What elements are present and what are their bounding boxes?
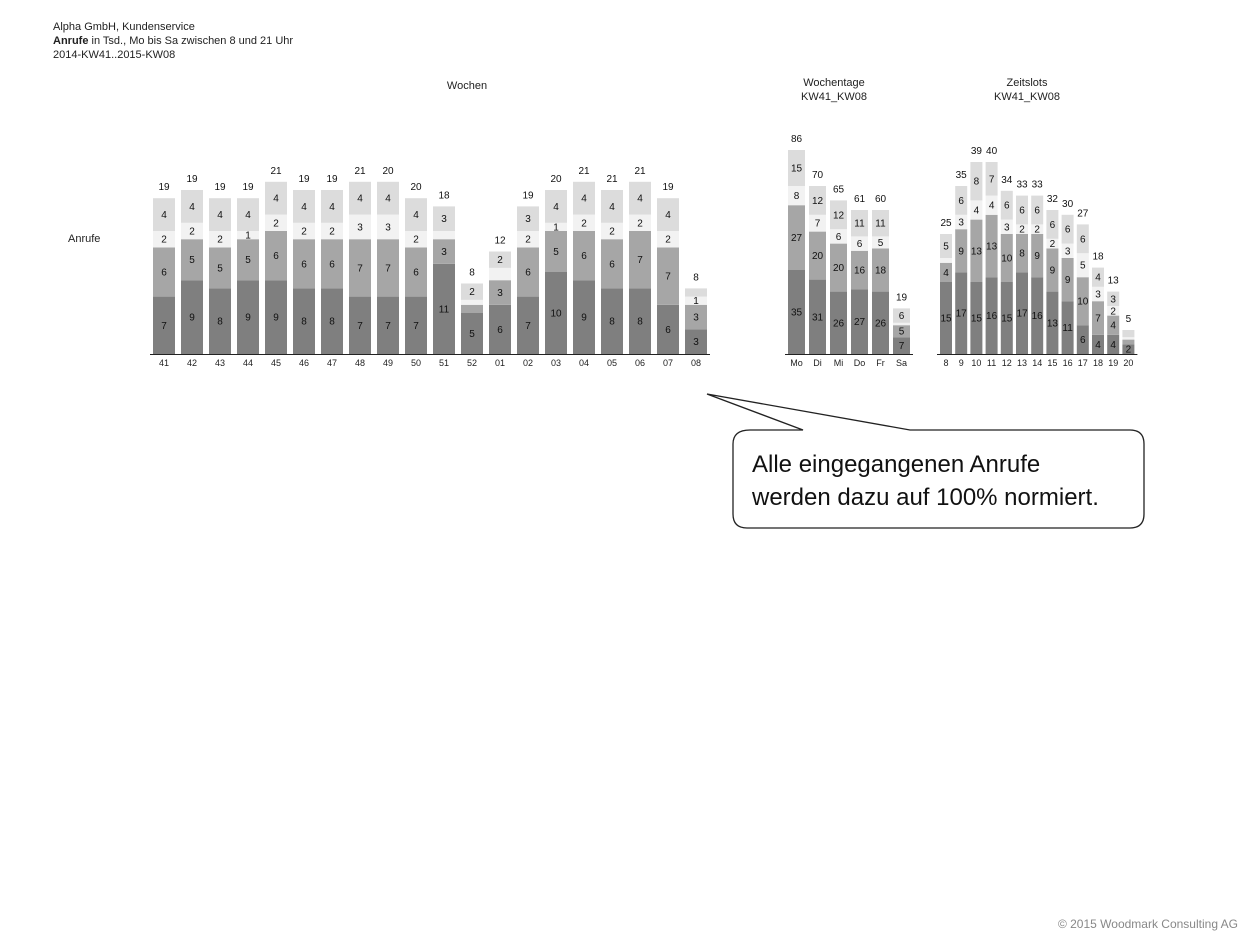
weekdays-seg-label: 6 [835, 231, 842, 243]
weeks-seg-label: 1 [693, 296, 699, 308]
weekdays-total-label: 60 [874, 194, 887, 205]
slots-seg-label: 2 [1049, 239, 1056, 251]
weeks-seg-label: 8 [329, 316, 335, 328]
slots-total-label: 35 [955, 170, 967, 181]
weeks-seg-label: 6 [525, 267, 531, 279]
weeks-total-label: 12 [494, 235, 506, 247]
weeks-total-label: 18 [438, 190, 450, 202]
weeks-seg-label: 4 [329, 201, 335, 213]
weeks-total-label: 19 [298, 174, 310, 185]
slots-total-label: 27 [1077, 208, 1089, 220]
weeks-seg-label: 2 [497, 255, 503, 267]
weeks-chart [150, 166, 710, 368]
weeks-tick-label: 08 [690, 358, 702, 368]
slots-seg-label: 3 [1004, 222, 1010, 234]
slots-seg-label: 9 [1064, 275, 1071, 287]
row-label: Anrufe [68, 233, 101, 245]
slots-total-label: 5 [1125, 314, 1132, 325]
weeks-seg-label: 3 [525, 214, 531, 226]
weeks-seg-label: 8 [637, 316, 643, 328]
weekdays-seg-label: 6 [856, 239, 863, 251]
weeks-seg-label: 6 [497, 324, 503, 336]
slots-total-label: 18 [1092, 251, 1104, 263]
weekdays-seg-label: 11 [854, 218, 865, 230]
slots-tick-label: 10 [971, 358, 982, 368]
weeks-tick-label: 47 [326, 358, 338, 368]
slots-seg-label: 9 [1049, 265, 1056, 277]
weekdays-seg-label: 20 [832, 263, 845, 275]
weekdays-chart [785, 134, 913, 368]
weekdays-seg-label: 12 [832, 210, 845, 222]
callout-line2: werden dazu auf 100% normiert. [752, 484, 1099, 511]
slots-seg-label: 4 [973, 205, 980, 217]
weeks-tick-label: 01 [494, 358, 506, 368]
weekdays-seg-label: 18 [874, 265, 887, 277]
slots-tick-label: 17 [1077, 358, 1088, 368]
slots-seg-label: 6 [1004, 200, 1010, 212]
weeks-tick-label: 50 [410, 358, 422, 368]
weeks-seg-label: 2 [329, 226, 335, 238]
slots-seg-label: 15 [1001, 313, 1013, 325]
weeks-seg-label: 2 [665, 234, 671, 246]
weeks-seg-label: 10 [550, 308, 562, 320]
weeks-tick-label: 46 [298, 358, 310, 368]
weekdays-bar-seg3 [893, 323, 910, 325]
slots-seg-label: 17 [1016, 308, 1028, 320]
weeks-total-label: 20 [410, 182, 422, 194]
weeks-seg-label: 2 [525, 234, 531, 246]
weeks-seg-label: 4 [273, 193, 279, 205]
weeks-seg-label: 4 [189, 201, 195, 213]
weeks-total-label: 19 [242, 182, 254, 194]
slots-chart [937, 146, 1137, 368]
weeks-seg-label: 3 [441, 214, 447, 226]
weeks-tick-label: 06 [634, 358, 646, 368]
slots-seg-label: 4 [1110, 339, 1116, 351]
weeks-seg-label: 6 [609, 259, 615, 271]
slots-bar-seg3 [1122, 337, 1134, 339]
slots-title-line2: KW41_KW08 [993, 91, 1061, 103]
slots-tick-label: 16 [1062, 358, 1073, 368]
weeks-seg-label: 6 [301, 259, 307, 271]
weeks-tick-label: 07 [662, 358, 674, 368]
weeks-title: Wochen [446, 80, 488, 92]
slots-seg-label: 16 [986, 311, 998, 323]
weeks-seg-label: 6 [581, 251, 587, 263]
slots-bar-seg4 [1122, 330, 1134, 337]
weeks-total-label: 19 [214, 182, 226, 194]
weeks-seg-label: 2 [273, 218, 279, 230]
slots-seg-label: 5 [1080, 260, 1086, 272]
weeks-tick-label: 52 [466, 358, 478, 368]
slots-total-label: 32 [1046, 194, 1058, 205]
slots-seg-label: 11 [1062, 323, 1073, 335]
weeks-total-label: 21 [354, 165, 366, 177]
slots-seg-label: 2 [1034, 224, 1040, 236]
slots-tick-label: 20 [1123, 358, 1134, 368]
weekdays-seg-label: 5 [877, 237, 884, 249]
slots-seg-label: 3 [958, 217, 964, 229]
weekdays-total-label: 86 [790, 134, 803, 145]
weeks-bar-seg3 [433, 231, 455, 239]
weeks-seg-label: 2 [469, 287, 475, 299]
slots-total-label: 33 [1031, 179, 1043, 191]
slots-seg-label: 6 [1080, 234, 1086, 246]
slots-seg-label: 3 [1064, 246, 1071, 258]
slots-seg-label: 7 [1095, 313, 1101, 325]
weeks-seg-label: 7 [413, 320, 419, 332]
slots-seg-label: 4 [1110, 320, 1116, 332]
weekdays-seg-label: 16 [853, 265, 866, 277]
weeks-seg-label: 6 [161, 267, 167, 279]
weeks-seg-label: 4 [581, 193, 587, 205]
weekdays-tick-label: Mo [790, 358, 803, 368]
weeks-total-label: 21 [634, 165, 646, 177]
weeks-total-label: 19 [326, 174, 338, 185]
slots-tick-label: 19 [1108, 358, 1119, 368]
weeks-tick-label: 03 [550, 358, 562, 368]
weeks-seg-label: 3 [693, 337, 699, 349]
weeks-seg-label: 4 [161, 210, 167, 222]
slots-seg-label: 6 [1019, 205, 1025, 217]
slots-seg-label: 5 [943, 241, 949, 253]
weekdays-seg-label: 6 [898, 311, 905, 323]
slots-seg-label: 3 [1110, 294, 1116, 306]
weekdays-seg-label: 26 [832, 318, 845, 330]
weeks-seg-label: 7 [357, 320, 363, 332]
weeks-seg-label: 4 [413, 210, 419, 222]
slots-seg-label: 2 [1110, 306, 1116, 318]
weeks-seg-label: 6 [665, 324, 671, 336]
weekdays-seg-label: 27 [853, 317, 866, 329]
weekdays-seg-label: 31 [811, 312, 824, 324]
slots-total-label: 33 [1016, 179, 1028, 191]
slots-seg-label: 4 [943, 267, 949, 279]
weeks-seg-label: 11 [438, 304, 450, 316]
weeks-total-label: 19 [522, 190, 534, 202]
weeks-seg-label: 2 [217, 234, 223, 246]
weeks-seg-label: 2 [161, 234, 167, 246]
slots-tick-label: 11 [986, 358, 997, 368]
copyright-footer: © 2015 Woodmark Consulting AG [1057, 917, 1238, 931]
weeks-bar-seg3 [489, 268, 511, 280]
slots-seg-label: 8 [1019, 248, 1025, 260]
callout-text [752, 448, 1142, 514]
weeks-seg-label: 2 [413, 234, 419, 246]
slots-total-label: 39 [970, 146, 982, 157]
weeks-seg-label: 2 [609, 226, 615, 238]
weeks-seg-label: 4 [301, 201, 307, 213]
weeks-total-label: 19 [158, 182, 170, 194]
weekdays-seg-label: 35 [790, 307, 803, 319]
weeks-seg-label: 8 [609, 316, 615, 328]
weeks-tick-label: 51 [438, 358, 450, 368]
slots-seg-label: 13 [1046, 318, 1058, 330]
slots-seg-label: 16 [1031, 311, 1043, 323]
weeks-tick-label: 41 [158, 358, 170, 368]
weeks-seg-label: 7 [525, 320, 531, 332]
weeks-seg-label: 4 [609, 201, 615, 213]
weeks-total-label: 20 [382, 165, 394, 177]
weeks-total-label: 20 [550, 174, 562, 185]
weeks-bar-seg4 [685, 288, 707, 296]
weekdays-tick-label: Do [853, 358, 866, 368]
slots-seg-label: 9 [958, 246, 964, 258]
weeks-bar-seg2 [461, 305, 483, 313]
slots-bar-seg2 [1122, 340, 1134, 345]
slots-seg-label: 10 [1001, 253, 1013, 265]
slots-seg-label: 4 [1095, 272, 1101, 284]
weeks-seg-label: 6 [273, 251, 279, 263]
weeks-seg-label: 2 [581, 218, 587, 230]
weeks-seg-label: 3 [693, 312, 699, 324]
weeks-seg-label: 5 [553, 247, 559, 258]
weeks-seg-label: 2 [301, 226, 307, 238]
subtitle-rest: in Tsd., Mo bis Sa zwischen 8 und 21 Uhr [88, 35, 294, 47]
slots-tick-label: 14 [1032, 358, 1043, 368]
slots-seg-label: 4 [1095, 339, 1101, 351]
weeks-tick-label: 45 [270, 358, 282, 368]
weeks-seg-label: 4 [357, 193, 363, 205]
company-line: Alpha GmbH, Kundenservice [53, 21, 195, 33]
weeks-tick-label: 05 [606, 358, 618, 368]
weeks-seg-label: 4 [385, 193, 391, 205]
weeks-seg-label: 8 [301, 316, 307, 328]
weeks-total-label: 21 [606, 174, 618, 185]
weeks-seg-label: 5 [245, 255, 251, 267]
slots-seg-label: 2 [1019, 224, 1025, 236]
weekdays-total-label: 19 [895, 292, 908, 304]
slots-seg-label: 2 [1125, 344, 1132, 356]
weekdays-seg-label: 15 [790, 163, 803, 175]
weeks-total-label: 19 [186, 174, 198, 185]
weekdays-seg-label: 12 [811, 195, 824, 207]
weeks-total-label: 19 [662, 182, 674, 194]
slots-total-label: 13 [1107, 275, 1119, 287]
weeks-seg-label: 4 [245, 210, 251, 222]
slots-total-label: 34 [1001, 174, 1013, 186]
weeks-seg-label: 8 [217, 316, 223, 328]
weekdays-tick-label: Fr [876, 358, 885, 368]
callout-line1: Alle eingegangenen Anrufe [752, 451, 1041, 478]
slots-seg-label: 4 [988, 200, 995, 212]
weeks-seg-label: 6 [329, 259, 335, 271]
weekdays-seg-label: 8 [793, 191, 800, 203]
slots-seg-label: 15 [970, 313, 982, 325]
weekdays-seg-label: 7 [898, 341, 905, 353]
weekdays-title-line2: KW41_KW08 [800, 91, 868, 103]
weekdays-tick-label: Sa [895, 358, 908, 368]
weeks-seg-label: 7 [357, 263, 363, 275]
weeks-total-label: 8 [469, 267, 475, 279]
slots-tick-label: 12 [1001, 358, 1012, 368]
weekdays-seg-label: 7 [814, 218, 821, 230]
weeks-tick-label: 49 [382, 358, 394, 368]
weeks-seg-label: 5 [469, 329, 475, 340]
weekdays-seg-label: 26 [874, 318, 887, 330]
slots-title-line1: Zeitslots [1006, 77, 1048, 89]
slots-seg-label: 13 [986, 241, 998, 253]
weeks-tick-label: 48 [354, 358, 366, 368]
period-line: 2014-KW41..2015-KW08 [53, 49, 176, 61]
weeks-seg-label: 1 [245, 230, 251, 242]
slots-seg-label: 10 [1077, 296, 1089, 308]
slots-total-label: 25 [940, 218, 952, 229]
weeks-seg-label: 4 [637, 193, 643, 205]
weeks-tick-label: 42 [186, 358, 198, 368]
weeks-total-label: 21 [578, 165, 590, 177]
weeks-seg-label: 7 [385, 263, 391, 275]
weeks-seg-label: 9 [581, 312, 587, 324]
slots-bar-seg3 [940, 258, 952, 263]
weeks-tick-label: 04 [578, 358, 590, 368]
weeks-seg-label: 7 [385, 320, 391, 332]
weeks-seg-label: 4 [553, 201, 559, 213]
weeks-seg-label: 9 [245, 312, 251, 324]
weeks-seg-label: 4 [665, 210, 671, 222]
weeks-seg-label: 4 [217, 210, 223, 222]
weeks-seg-label: 9 [273, 312, 279, 324]
slots-tick-label: 13 [1016, 358, 1028, 368]
weeks-seg-label: 1 [553, 222, 559, 234]
weekdays-tick-label: Di [813, 358, 822, 368]
slots-tick-label: 8 [943, 358, 949, 368]
slots-seg-label: 6 [1049, 219, 1056, 231]
weeks-bar-seg3 [461, 300, 483, 305]
weekdays-total-label: 70 [811, 170, 824, 181]
weekdays-seg-label: 11 [875, 218, 886, 230]
weeks-total-label: 21 [270, 165, 282, 177]
weekdays-seg-label: 20 [811, 251, 824, 263]
slots-seg-label: 8 [973, 176, 980, 188]
slots-seg-label: 15 [940, 313, 952, 325]
weekdays-tick-label: Mi [833, 358, 844, 368]
subtitle-bold: Anrufe [53, 35, 89, 47]
slots-total-label: 40 [986, 146, 998, 157]
weekdays-total-label: 61 [853, 194, 866, 205]
weekdays-title-line1: Wochentage [803, 77, 865, 89]
weeks-seg-label: 3 [357, 222, 363, 234]
weeks-tick-label: 44 [242, 358, 254, 368]
slots-tick-label: 15 [1047, 358, 1058, 368]
slots-seg-label: 6 [958, 195, 964, 207]
weeks-total-label: 8 [693, 272, 699, 284]
weeks-seg-label: 7 [161, 320, 167, 332]
weeks-seg-label: 3 [497, 288, 503, 299]
weeks-seg-label: 7 [665, 271, 671, 283]
slots-seg-label: 17 [955, 308, 967, 320]
weekdays-seg-label: 27 [790, 233, 803, 245]
slots-tick-label: 9 [958, 358, 964, 368]
slots-tick-label: 18 [1092, 358, 1104, 368]
slots-seg-label: 6 [1080, 335, 1086, 347]
weeks-tick-label: 43 [214, 358, 226, 368]
slots-seg-label: 7 [988, 174, 995, 186]
slots-seg-label: 6 [1064, 224, 1071, 236]
slots-seg-label: 6 [1034, 205, 1040, 217]
weekdays-total-label: 65 [832, 184, 845, 196]
weeks-seg-label: 5 [217, 263, 223, 275]
slots-total-label: 30 [1062, 198, 1074, 210]
weekdays-seg-label: 5 [898, 326, 905, 338]
slots-seg-label: 13 [970, 246, 982, 258]
slots-seg-label: 9 [1034, 251, 1040, 263]
slots-seg-label: 3 [1095, 289, 1101, 301]
weeks-seg-label: 3 [385, 222, 391, 234]
weeks-seg-label: 2 [637, 218, 643, 230]
weeks-seg-label: 2 [189, 226, 195, 238]
weeks-seg-label: 7 [637, 255, 643, 267]
weeks-seg-label: 6 [413, 267, 419, 279]
weeks-seg-label: 5 [189, 255, 195, 267]
weeks-seg-label: 9 [189, 312, 195, 324]
weeks-seg-label: 3 [441, 247, 447, 258]
weeks-tick-label: 02 [522, 358, 534, 368]
